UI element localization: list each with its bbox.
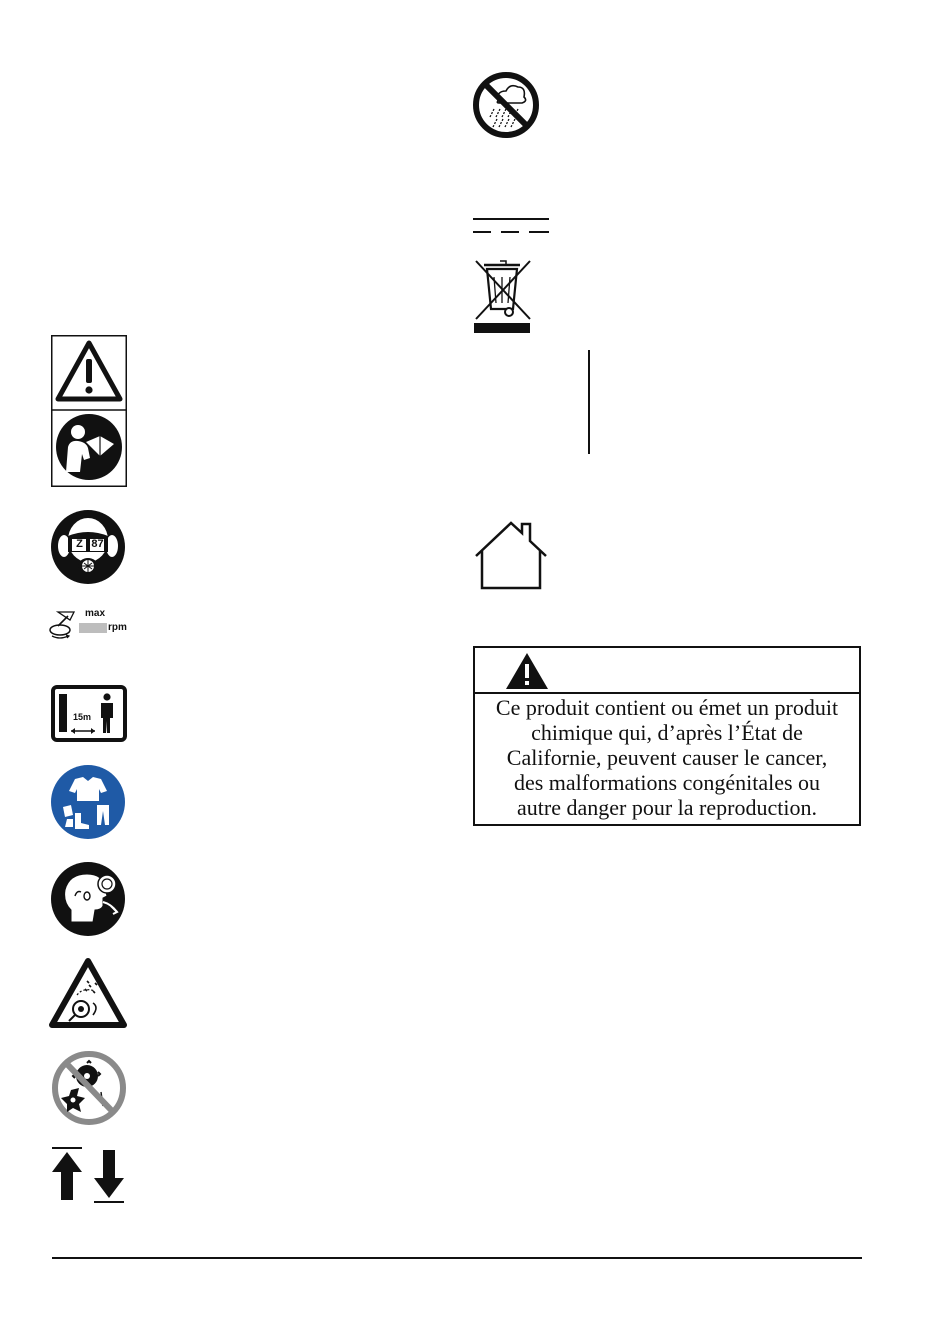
indoor-use-house-icon — [472, 520, 550, 592]
max-rpm-symbol — [48, 608, 128, 642]
prop65-warning-box — [473, 646, 861, 826]
thrown-objects-warning-icon — [49, 957, 127, 1029]
warning-line: Californie, peuvent causer le cancer, — [506, 745, 828, 770]
warning-header — [475, 648, 859, 694]
direct-current-icon — [473, 216, 549, 236]
rpm-value-bar — [79, 623, 107, 633]
warning-line: chimique qui, d’après l’État de — [531, 720, 803, 745]
rpm-label: rpm — [108, 622, 127, 633]
warning-line: Ce produit contient ou émet un produit — [495, 695, 839, 720]
warning-triangle-icon — [55, 339, 123, 403]
footer-rule — [52, 1257, 862, 1259]
read-manual-icon — [56, 414, 122, 480]
warning-symbol-box — [51, 335, 127, 487]
protective-clothing-icon — [51, 765, 125, 839]
warning-text — [475, 695, 859, 820]
glasses-label-number: 87 — [91, 538, 104, 550]
glasses-label-z: Z — [76, 538, 83, 550]
protection-gear-icon — [51, 510, 125, 584]
safety-distance-icon — [51, 685, 127, 742]
warning-line: des malformations congénitales ou — [513, 770, 821, 795]
distance-label: 15m — [73, 712, 92, 722]
weee-disposal-icon — [472, 257, 532, 335]
warning-triangle-icon — [505, 652, 549, 690]
no-rain-icon — [472, 71, 540, 139]
warning-line: autre danger pour la reproduction. — [517, 795, 817, 820]
vertical-divider — [588, 350, 590, 454]
prohibited-blades-icon — [51, 1050, 127, 1126]
cutting-head-icon — [48, 608, 80, 640]
hearing-protection-icon — [51, 862, 125, 936]
up-down-arrows-icon — [50, 1146, 126, 1204]
max-label: max — [85, 608, 106, 619]
